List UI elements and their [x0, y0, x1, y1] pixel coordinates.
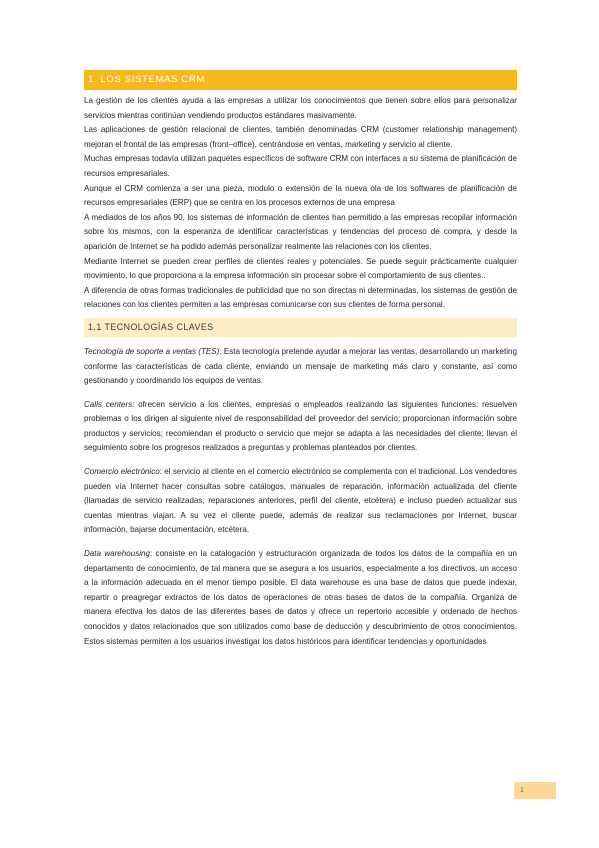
- item-term: Calls centers: [84, 399, 133, 409]
- paragraph: Mediante Internet se pueden crear perfiles de clientes reales y potenciales. Se puede seguir prácticamente cualquier movimiento, lo que proporciona a la empresa información sin procesar sobre el comportamiento de sus clientes..: [84, 256, 517, 281]
- item-term: Comercio electrónico: [84, 467, 160, 477]
- item-separator: :: [219, 346, 222, 356]
- item-separator: :: [159, 467, 162, 477]
- key-technology-item: [84, 398, 517, 456]
- item-text: consiste en la catalogación y estructuración organizada de todos los datos de la compañía en un departamento de conocimiento, de tal manera que se asegura a los usuarios, especialmente a los directivos, un acceso a la información adecuada en el menor tiempo posible. El data warehouse es una base de datos que puede indexar, repartir o preagregar extractos de los datos de operaciones de otras bases de datos de la compañía. Organiza de manera efectiva los datos de las diferentes bases de datos y ofrece un repertorio accesible y ordenado de hechos conocidos y datos relacionados que son utilizados como base de deducción y descubrimiento de otros conocimientos. Estos sistemas permiten a los usuarios investigar los datos históricos para identificar tendencias y oportunidades: [84, 549, 517, 646]
- item-separator: :: [149, 549, 153, 559]
- document-page: [84, 70, 517, 649]
- key-technology-item: [84, 345, 517, 389]
- paragraph: La gestión de los clientes ayuda a las empresas a utilizar los conocimientos que tienen sobre ellos para personalizar servicios mientras continúan vendiendo productos estándares masivamente.: [84, 96, 517, 120]
- key-technology-item: [84, 465, 517, 538]
- item-text: Esta tecnología pretende ayudar a mejorar las ventas, desarrollando un marketing conforme las características de cada cliente, enviando un mensaje de marketing más claro y constante, así como gestionando y coordinando los equipos de ventas.: [84, 346, 517, 386]
- item-term: Tecnología de soporte a ventas (TES): [84, 346, 220, 356]
- paragraph: A mediados de los años 90, los sistemas de información de clientes han permitido a las empresas recopilar información sobre los mismos, con la esperanza de identificar características y tendencias del proceso de compra, y desde la aparición de Internet se ha podido además personalizar realmente las relaciones con los clientes.: [84, 212, 517, 251]
- item-separator: :: [132, 399, 135, 409]
- item-text: el servicio al cliente en el comercio electrónico se complementa con el tradicional. Los vendedores pueden vía Internet hacer consultas sobre catálogos, manuales de reparación, información actualizada del cliente (llamadas de servicio realizadas, reparaciones anteriores, perfil del cliente, etcétera) e incluso pueden actualizar sus cuentas mientras viajan. A su vez el cliente puede, además de realizar sus reclamaciones por Internet, buscar información, bajarse documentación, etcétera.: [84, 467, 517, 535]
- paragraph: Las aplicaciones de gestión relacional de clientes, también denominadas CRM (customer relationship management) mejoran el frontal de las empresas (front–office), centrándose en ventas, marketing y servicio al cliente.: [84, 125, 517, 149]
- section-heading: 1. LOS SISTEMAS CRM: [84, 70, 517, 90]
- key-technology-item: [84, 547, 517, 649]
- page-number-badge: 1: [514, 782, 556, 799]
- subsection-heading: 1.1 TECNOLOGÍAS CLAVES: [84, 318, 517, 337]
- paragraph: Muchas empresas todavía utilizan paquetes específicos de software CRM con interfaces a su sistema de planificación de recursos empresariales.: [84, 154, 517, 178]
- item-term: Data warehousing: [84, 549, 150, 559]
- item-text: ofrecen servicio a los clientes, empresas o empleados realizando las siguientes funciones: resuelven problemas o los dirigen al siguiente nivel de responsabilidad del proveedor del servicio; proporcionan información sobre productos y servicios; recomiendan el producto o servicio que mejor se adapta a las necesidades del cliente; llevan el seguimiento sobre los progresos realizados a preguntas y problemas planteados por clientes.: [84, 399, 517, 453]
- paragraph: Aunque el CRM comienza a ser una pieza, modulo o extensión de la nueva ola de los softwares de planificación de recursos empresariales (ERP) que se centra en los procesos externos de una empresa: [84, 183, 517, 208]
- paragraph: A diferencia de otras formas tradicionales de publicidad que no son directas ni determinadas, los sistemas de gestión de relaciones con los clientes permiten a las empresas comunicarse con sus clientes de forma personal.: [84, 285, 517, 310]
